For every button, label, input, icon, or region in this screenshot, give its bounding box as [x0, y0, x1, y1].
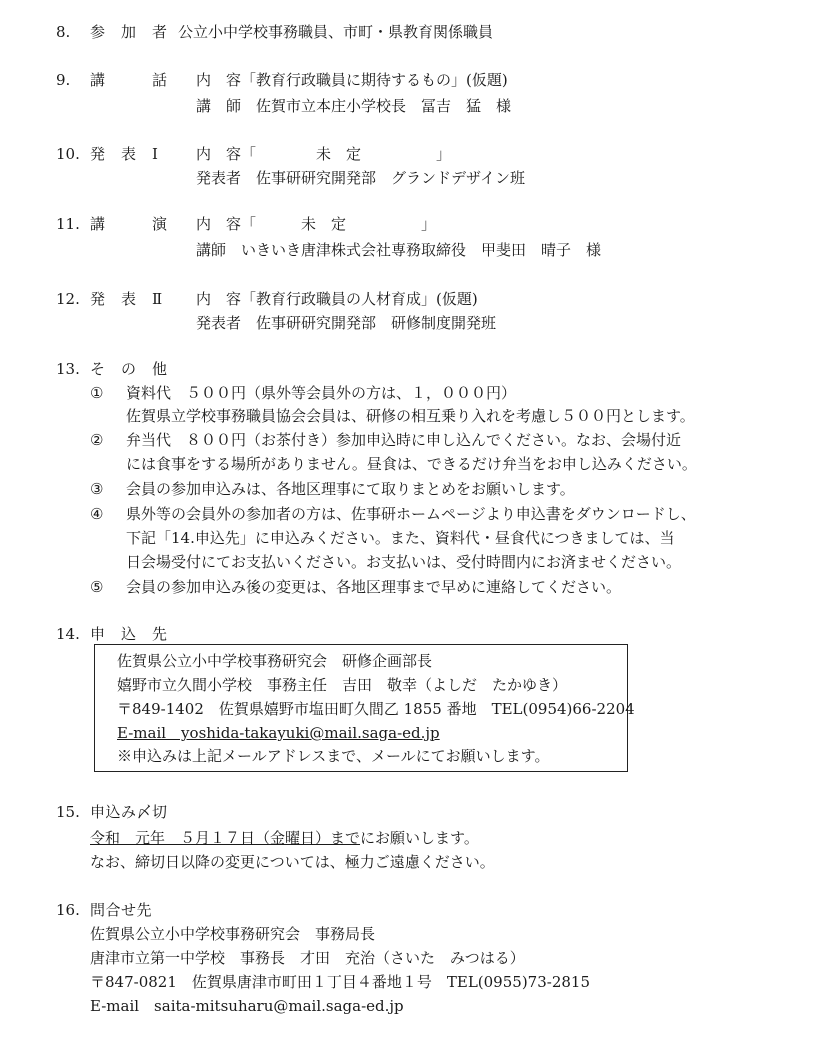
item-number: 13. [56, 360, 80, 378]
deadline-date: 令和 元年 ５月１７日（金曜日）まで [90, 829, 361, 847]
item-label: 講 話 [90, 71, 168, 89]
note-line: 佐賀県立学校事務職員協会会員は、研修の相互乗り入れを考慮し５００円とします。 [126, 407, 695, 425]
item-number: 8. [56, 23, 71, 41]
circled-number-1: ① [90, 384, 104, 402]
circled-number-4: ④ [90, 505, 104, 523]
item-label: 発 表 Ⅰ [90, 145, 159, 163]
item-line: 内 容「教育行政職員に期待するもの」(仮題) [196, 71, 508, 89]
item-number: 15. [56, 803, 80, 821]
item-label: 講 演 [90, 215, 168, 233]
item-line: 佐賀県公立小中学校事務研究会 事務局長 [90, 925, 376, 943]
item-label: 申 込 先 [90, 625, 168, 643]
note-line: 日会場受付にてお支払いください。お支払いは、受付時間内にお済ませください。 [126, 553, 682, 571]
application-contact-box [94, 644, 635, 772]
note-line: 資料代 ５００円（県外等会員外の方は、１，０００円） [126, 384, 517, 402]
item-number: 11. [56, 215, 80, 233]
item-12 [56, 287, 816, 339]
note-line: 会員の参加申込みは、各地区理事にて取りまとめをお願いします。 [126, 480, 575, 498]
item-16 [56, 898, 816, 1028]
item-10 [56, 142, 816, 194]
item-number: 10. [56, 145, 80, 163]
item-number: 14. [56, 625, 80, 643]
deadline-text: にお願いします。 [360, 829, 479, 847]
item-label: 申込み〆切 [90, 803, 168, 821]
item-8 [56, 20, 816, 46]
note-line: 下記「14.申込先」に申込みください。また、資料代・昼食代につきましては、当 [126, 529, 675, 547]
note-line: 弁当代 ８００円（お茶付き）参加申込時に申し込んでください。なお、会場付近 [126, 431, 682, 449]
item-line: 内 容「 未 定 」 [196, 215, 437, 233]
item-15 [56, 800, 816, 880]
circled-number-5: ⑤ [90, 578, 104, 596]
item-label: 発 表 Ⅱ [90, 290, 163, 308]
box-line: ※申込みは上記メールアドレスまで、メールにてお願いします。 [117, 747, 550, 765]
item-line: 講 師 佐賀市立本庄小学校長 冨吉 猛 様 [196, 97, 512, 115]
item-number: 16. [56, 901, 80, 919]
item-label: 参 加 者 [90, 23, 168, 41]
item-line: なお、締切日以降の変更については、極力ご遠慮ください。 [90, 853, 495, 871]
note-line: 会員の参加申込み後の変更は、各地区理事まで早めに連絡してください。 [126, 578, 622, 596]
item-label: そ の 他 [90, 360, 168, 378]
item-number: 9. [56, 71, 71, 89]
item-label: 問合せ先 [90, 901, 153, 919]
item-line: 内 容「 未 定 」 [196, 145, 452, 163]
item-line: 唐津市立第一中学校 事務長 才田 充治（さいた みつはる） [90, 949, 525, 967]
item-line: 発表者 佐事研研究開発部 グランドデザイン班 [196, 169, 525, 187]
note-line: 県外等の会員外の参加者の方は、佐事研ホームページより申込書をダウンロードし、 [126, 505, 696, 523]
item-text: 公立小中学校事務職員、市町・県教育関係職員 [178, 23, 494, 41]
note-line: には食事をする場所がありません。昼食は、できるだけ弁当をお申し込みください。 [126, 455, 697, 473]
circled-number-3: ③ [90, 480, 104, 498]
item-11 [56, 212, 816, 264]
email-link[interactable]: E-mail yoshida-takayuki@mail.saga-ed.jp [117, 724, 440, 742]
item-line: 〒847-0821 佐賀県唐津市町田１丁目４番地１号 TEL(0955)73-2815 [90, 973, 590, 991]
item-number: 12. [56, 290, 80, 308]
box-line: 嬉野市立久間小学校 事務主任 吉田 敬幸（よしだ たかゆき） [117, 676, 568, 694]
item-9 [56, 68, 816, 120]
circled-number-2: ② [90, 431, 104, 449]
item-line: 発表者 佐事研研究開発部 研修制度開発班 [196, 314, 497, 332]
box-line: 佐賀県公立小中学校事務研究会 研修企画部長 [117, 652, 433, 670]
box-line: 〒849-1402 佐賀県嬉野市塩田町久間乙 1855 番地 TEL(0954)66-2204 [117, 700, 635, 718]
item-line: 内 容「教育行政職員の人材育成」(仮題) [196, 290, 478, 308]
email-link[interactable]: E-mail saita-mitsuharu@mail.saga-ed.jp [90, 997, 404, 1015]
item-line: 講師 いきいき唐津株式会社専務取締役 甲斐田 晴子 様 [196, 241, 602, 259]
item-13 [56, 357, 816, 607]
